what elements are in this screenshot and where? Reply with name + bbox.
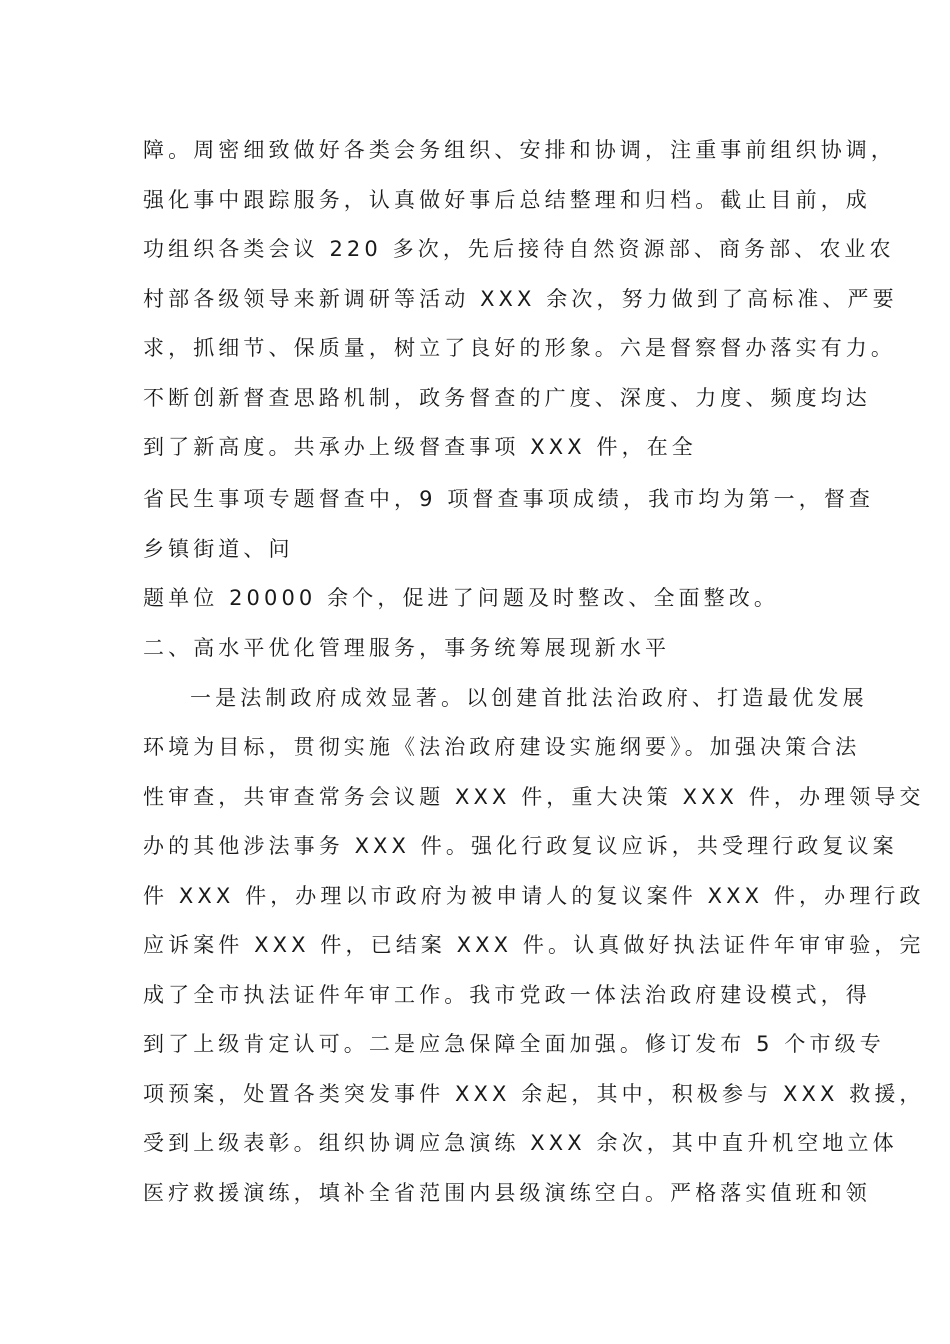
text-line: 医疗救援演练，填补全省范围内县级演练空白。严格落实值班和领 (143, 1181, 871, 1205)
text-line: 到了上级肯定认可。二是应急保障全面加强。修订发布 5 个市级专 (143, 1032, 885, 1056)
text-line: 件 XXX 件，办理以市政府为被申请人的复议案件 XXX 件，办理行政 (143, 884, 925, 908)
paragraph-start: 一是法制政府成效显著。以创建首批法治政府、打造最优发展 (190, 686, 868, 710)
text-line: 性审查，共审查常务会议题 XXX 件，重大决策 XXX 件，办理领导交 (143, 785, 925, 809)
text-line: 受到上级表彰。组织协调应急演练 XXX 余次，其中直升机空地立体 (143, 1131, 898, 1155)
section-heading: 二、高水平优化管理服务，事务统筹展现新水平 (143, 636, 671, 660)
text-line: 村部各级领导来新调研等活动 XXX 余次，努力做到了高标准、严要 (143, 287, 898, 311)
text-line: 成了全市执法证件年审工作。我市党政一体法治政府建设模式，得 (143, 983, 871, 1007)
text-line: 环境为目标，贯彻实施《法治政府建设实施纲要》。加强决策合法 (143, 735, 861, 759)
text-line: 求，抓细节、保质量，树立了良好的形象。六是督察督办落实有力。 (143, 336, 896, 360)
text-line: 应诉案件 XXX 件，已结案 XXX 件。认真做好执法证件年审审验，完 (143, 933, 925, 957)
text-line: 省民生事项专题督查中，9 项督查事项成绩，我市均为第一，督查 (143, 487, 875, 511)
text-line: 题单位 20000 余个，促进了问题及时整改、全面整改。 (143, 586, 779, 610)
text-line: 项预案，处置各类突发事件 XXX 余起，其中，积极参与 XXX 救援， (143, 1082, 925, 1106)
text-line: 障。周密细致做好各类会务组织、安排和协调，注重事前组织协调， (143, 138, 896, 162)
text-line: 乡镇街道、问 (143, 537, 294, 561)
text-line: 功组织各类会议 220 多次，先后接待自然资源部、商务部、农业农 (143, 237, 895, 261)
text-line: 不断创新督查思路机制，政务督查的广度、深度、力度、频度均达 (143, 386, 871, 410)
text-line: 办的其他涉法事务 XXX 件。强化行政复议应诉，共受理行政复议案 (143, 834, 898, 858)
text-line: 强化事中跟踪服务，认真做好事后总结整理和归档。截止目前，成 (143, 188, 871, 212)
text-line: 到了新高度。共承办上级督查事项 XXX 件，在全 (143, 435, 697, 459)
